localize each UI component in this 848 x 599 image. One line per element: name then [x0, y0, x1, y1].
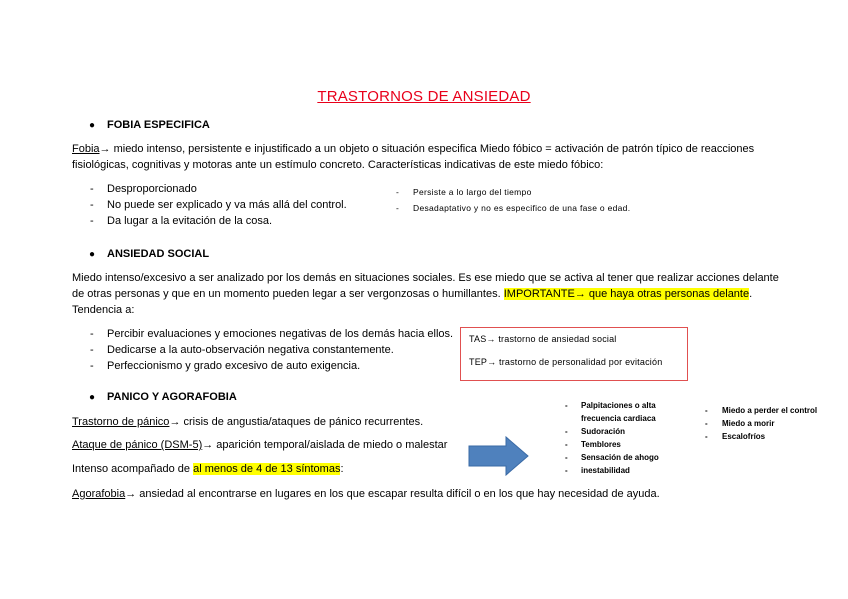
fobia-item: Desproporcionado	[107, 183, 197, 195]
box-line-tep: TEP→ trastorno de personalidad por evitación	[469, 357, 663, 367]
acronym-box	[460, 327, 688, 381]
dash-icon: -	[396, 203, 400, 213]
panico-line1-text: → crisis de angustia/ataques de pánico recurrentes.	[169, 416, 424, 428]
social-line2	[72, 286, 752, 302]
symptom-item: Miedo a perder el control	[722, 406, 818, 415]
bullet-icon: ●	[89, 120, 96, 131]
fobia-item-right: Desadaptativo y no es especifico de una fase o edad.	[413, 203, 631, 213]
symptom-item: inestabilidad	[581, 466, 630, 475]
symptoms-highlight: al menos de 4 de 13 síntomas	[193, 463, 341, 475]
social-item: Dedicarse a la auto-observación negativa constantemente.	[107, 344, 394, 356]
right-arrow-icon	[468, 436, 530, 476]
symptom-item: Escalofríos	[722, 432, 766, 441]
page-title: TRASTORNOS DE ANSIEDAD	[317, 88, 531, 105]
heading-social: ANSIEDAD SOCIAL	[107, 248, 210, 260]
dash-icon: -	[565, 453, 568, 462]
trastorno-panico-term: Trastorno de pánico	[72, 416, 170, 428]
bullet-icon: ●	[89, 249, 96, 260]
agorafobia-term: Agorafobia	[72, 488, 126, 500]
symptom-item-cont: frecuencia cardiaca	[581, 414, 656, 423]
dash-icon: -	[705, 432, 708, 441]
panico-line3	[72, 461, 344, 477]
social-item: Percibir evaluaciones y emociones negativas de los demás hacia ellos.	[107, 328, 454, 340]
social-line1: Miedo intenso/excesivo a ser analizado por los demás en situaciones sociales. Es ese miedo que se activa al tener que realizar acciones delante	[72, 272, 779, 284]
heading-panico: PANICO Y AGORAFOBIA	[107, 391, 237, 403]
dash-icon: -	[705, 419, 708, 428]
dash-icon: -	[396, 187, 400, 197]
fobia-def-line1	[72, 141, 754, 157]
fobia-def-text: → miedo intenso, persistente e injustificado a un objeto o situación especifica Miedo fóbico = activación de patrón típico de reacciones	[99, 143, 755, 155]
panico-line1	[72, 414, 423, 430]
fobia-def-line2: fisiológicas, cognitivas y motoras ante un estímulo concreto. Características indicativas de este miedo fóbico:	[72, 159, 604, 171]
social-line3: Tendencia a:	[72, 304, 135, 316]
panico-line4-text: → ansiedad al encontrarse en lugares en los que escapar resulta difícil o en los que hay necesidad de ayuda.	[125, 488, 660, 500]
dash-icon: -	[90, 328, 94, 340]
dash-icon: -	[565, 401, 568, 410]
fobia-item-right: Persiste a lo largo del tiempo	[413, 187, 532, 197]
dash-icon: -	[565, 440, 568, 449]
bullet-icon: ●	[89, 392, 96, 403]
social-line2-end: .	[749, 288, 753, 300]
fobia-item: No puede ser explicado y va más allá del control.	[107, 199, 347, 211]
dash-icon: -	[90, 183, 94, 195]
dash-icon: -	[565, 427, 568, 436]
fobia-item: Da lugar a la evitación de la cosa.	[107, 215, 273, 227]
symptom-item: Sensación de ahogo	[581, 453, 659, 462]
panico-line4	[72, 486, 660, 502]
panico-line3-end: :	[340, 463, 344, 475]
symptom-item: Palpitaciones o alta	[581, 401, 656, 410]
ataque-panico-term: Ataque de pánico (DSM-5)	[72, 439, 203, 451]
panico-line2-text: → aparición temporal/aislada de miedo o malestar	[202, 439, 448, 451]
dash-icon: -	[90, 360, 94, 372]
panico-line2	[72, 437, 447, 453]
dash-icon: -	[705, 406, 708, 415]
dash-icon: -	[90, 344, 94, 356]
symptom-item: Sudoración	[581, 427, 626, 436]
heading-fobia: FOBIA ESPECIFICA	[107, 119, 210, 131]
dash-icon: -	[90, 199, 94, 211]
dash-icon: -	[565, 466, 568, 475]
social-line2-text: de otras personas y que en un momento pueden legar a ser vergonzosas o humillantes.	[72, 288, 504, 300]
important-highlight: IMPORTANTE→ que haya otras personas delante	[503, 288, 750, 300]
box-line-tas: TAS→ trastorno de ansiedad social	[469, 334, 617, 344]
dash-icon: -	[90, 215, 94, 227]
symptom-item: Miedo a morir	[722, 419, 775, 428]
panico-line3-text: Intenso acompañado de	[72, 463, 194, 475]
social-item: Perfeccionismo y grado excesivo de auto exigencia.	[107, 360, 361, 372]
fobia-term: Fobia	[72, 143, 100, 155]
symptom-item: Temblores	[581, 440, 621, 449]
